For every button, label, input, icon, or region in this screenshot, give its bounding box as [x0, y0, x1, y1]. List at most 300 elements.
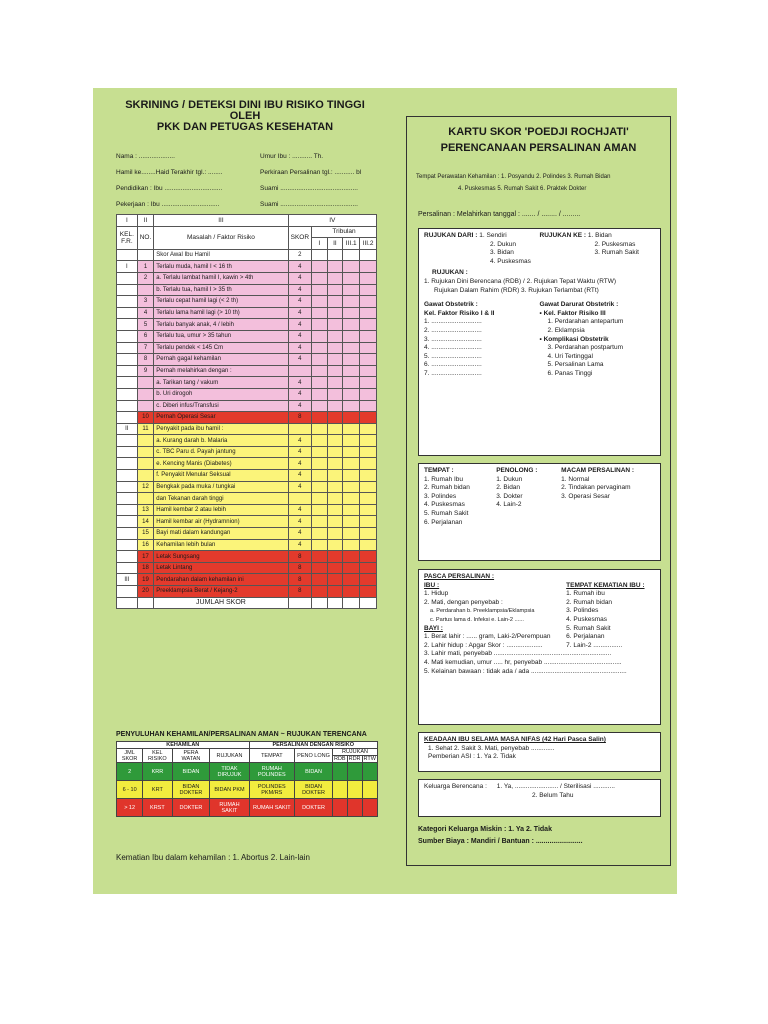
tribulan-cell[interactable] — [312, 446, 327, 458]
no-cell: 9 — [137, 365, 154, 377]
h-rtw: RTW — [363, 756, 376, 762]
kel-cell — [117, 458, 138, 470]
tribulan-cell[interactable] — [327, 296, 343, 308]
tribulan-cell[interactable] — [312, 400, 327, 412]
tribulan-cell[interactable] — [360, 493, 377, 505]
skor-cell: 8 — [288, 412, 311, 424]
ibu-item[interactable]: c. Partus lama d. Infeksi e. Lain-2 ...... — [430, 616, 524, 623]
p-check[interactable] — [362, 763, 377, 781]
macam-item[interactable]: 3. Operasi Sesar — [561, 492, 610, 500]
risk-row — [117, 551, 377, 563]
tribulan-cell[interactable] — [343, 284, 360, 296]
persalinan-header: PERSALINAN DENGAN RISIKO — [249, 742, 377, 749]
tribulan-cell[interactable] — [312, 562, 327, 574]
ke-item[interactable]: 1. Bidan — [587, 232, 612, 239]
tribulan-cell[interactable] — [312, 249, 327, 261]
title-line2: OLEH — [229, 110, 261, 122]
tribulan-cell[interactable] — [327, 516, 343, 528]
tribulan-cell[interactable] — [343, 504, 360, 516]
tribulan-cell[interactable] — [327, 365, 343, 377]
tribulan-cell[interactable] — [360, 307, 377, 319]
penolong-item[interactable]: 4. Lain-2 — [496, 501, 522, 509]
masalah-cell: a. Terlalu lambat hamil I, kawin > 4th — [154, 272, 288, 284]
tribulan-cell[interactable] — [327, 307, 343, 319]
tribulan-cell[interactable] — [312, 261, 327, 273]
tribulan-cell[interactable] — [360, 330, 377, 342]
tk-item[interactable]: 2. Rumah bidan — [566, 598, 613, 606]
masalah-cell: Letak Sungsang — [154, 551, 288, 563]
tribulan-cell[interactable] — [312, 365, 327, 377]
tribulan-cell[interactable] — [343, 261, 360, 273]
gd-item: 2. Eklampsia — [547, 326, 585, 334]
kel-cell — [117, 296, 138, 308]
gawat-obstetrik: Gawat Obstetrik : — [424, 301, 478, 309]
no-cell: 10 — [137, 412, 154, 424]
col-t4: III.2 — [360, 238, 377, 250]
p-cell: 6 - 10 — [117, 781, 143, 799]
bayi-item[interactable]: 1. Berat lahir : ...... gram, Laki-2/Perempuan — [424, 633, 551, 641]
masalah-cell: Kehamilan lebih bulan — [154, 539, 288, 551]
tribulan-cell[interactable] — [327, 400, 343, 412]
rujukan-line2: Rujukan Dalam Rahim (RDR) 3. Rujukan Terlambat (RTt) — [434, 286, 599, 294]
tempat-title: TEMPAT : — [424, 467, 454, 474]
skor-cell — [288, 597, 311, 609]
tribulan-cell[interactable] — [327, 423, 343, 435]
tribulan-cell[interactable] — [343, 423, 360, 435]
tribulan-cell[interactable] — [327, 388, 343, 400]
tribulan-cell[interactable] — [360, 354, 377, 366]
risk-row — [117, 493, 377, 505]
skor-cell: 4 — [288, 307, 311, 319]
tribulan-cell[interactable] — [360, 551, 377, 563]
kematian-ibu: Kematian Ibu dalam kehamilan : 1. Abortus 2. Lain-lain — [116, 853, 310, 862]
masalah-cell: Bayi mati dalam kandungan — [154, 528, 288, 540]
tribulan-cell[interactable] — [312, 574, 327, 586]
tribulan-cell[interactable] — [312, 423, 327, 435]
tribulan-cell[interactable] — [327, 470, 343, 482]
skor-cell: 4 — [288, 354, 311, 366]
tribulan-cell[interactable] — [327, 261, 343, 273]
skor-cell: 4 — [288, 504, 311, 516]
tribulan-cell[interactable] — [343, 388, 360, 400]
masalah-cell: Terlalu cepat hamil lagi (< 2 th) — [154, 296, 288, 308]
tribulan-cell[interactable] — [312, 458, 327, 470]
bayi-item[interactable]: 2. Lahir hidup : Apgar Skor : .................... — [424, 641, 543, 649]
tribulan-cell[interactable] — [312, 319, 327, 331]
tribulan-cell[interactable] — [360, 435, 377, 447]
dots-item[interactable]: 1. ............................ — [424, 318, 482, 326]
kategori-miskin: Kategori Keluarga Miskin : 1. Ya 2. Tidak — [418, 826, 552, 833]
gd2-item: 3. Perdarahan postpartum — [547, 344, 624, 352]
kb-option[interactable]: 1. Ya, ........................ / Sterilisasi ............ — [496, 783, 615, 790]
no-cell: 11 — [137, 423, 154, 435]
tribulan-cell[interactable] — [343, 365, 360, 377]
ibu-item[interactable]: 1. Hidup — [424, 590, 449, 598]
tribulan-cell[interactable] — [343, 481, 360, 493]
risk-row — [117, 435, 377, 447]
keadaan-line2[interactable]: Pemberian ASI : 1. Ya 2. Tidak — [428, 753, 516, 761]
p-check[interactable] — [332, 763, 347, 781]
tribulan-cell[interactable] — [312, 342, 327, 354]
dots-item[interactable]: 6. ............................ — [424, 361, 482, 369]
tribulan-cell[interactable] — [360, 284, 377, 296]
tribulan-cell[interactable] — [360, 249, 377, 261]
tribulan-cell[interactable] — [343, 493, 360, 505]
ibu-item[interactable]: 2. Mati, dengan penyebab : — [424, 598, 503, 606]
no-cell — [137, 249, 154, 261]
p-check[interactable] — [362, 799, 377, 817]
ke-item[interactable]: 2. Puskesmas — [594, 240, 636, 248]
gd-item: 1. Perdarahan antepartum — [547, 318, 624, 326]
bayi-item[interactable]: 5. Kelainan bawaan : tidak ada / ada ..................................................... — [424, 667, 627, 675]
tribulan-cell[interactable] — [360, 528, 377, 540]
pendidikan-field[interactable]: Pendidikan : Ibu ................................ — [116, 185, 223, 192]
no-cell: 12 — [137, 481, 154, 493]
tribulan-cell[interactable] — [327, 377, 343, 389]
col-t3: III.1 — [343, 238, 360, 250]
bayi-item[interactable]: 4. Mati kemudian, umur ..... hr, penyebab ........................................... — [424, 658, 622, 666]
tribulan-cell[interactable] — [343, 400, 360, 412]
p-cell: BIDAN — [295, 763, 333, 781]
penolong-item[interactable]: 2. Bidan — [496, 484, 521, 492]
tk-item[interactable]: 6. Perjalanan — [566, 633, 605, 641]
suami-pendidikan-field[interactable]: Suami ........................................... — [260, 185, 358, 192]
tribulan-cell[interactable] — [327, 539, 343, 551]
pasca-box — [418, 569, 661, 725]
tk-item[interactable]: 3. Polindes — [566, 607, 599, 615]
tribulan-cell[interactable] — [312, 388, 327, 400]
tribulan-cell[interactable] — [360, 562, 377, 574]
tribulan-cell[interactable] — [327, 481, 343, 493]
no-cell — [137, 597, 154, 609]
h-tempat: TEMPAT — [249, 749, 295, 763]
p-check[interactable] — [347, 763, 362, 781]
tribulan-cell[interactable] — [327, 249, 343, 261]
macam-item[interactable]: 1. Normal — [561, 475, 590, 483]
risk-row — [117, 562, 377, 574]
tempat-item[interactable]: 4. Puskesmas — [424, 501, 465, 509]
tribulan-cell[interactable] — [360, 504, 377, 516]
sumber-biaya: Sumber Biaya : Mandiri / Bantuan : ........................ — [418, 838, 583, 845]
p-check[interactable] — [347, 781, 362, 799]
masalah-cell: b. Uri dirogoh — [154, 388, 288, 400]
kel-12-label: Kel. Faktor Risiko I & II — [424, 309, 495, 317]
tribulan-cell[interactable] — [360, 412, 377, 424]
p-check[interactable] — [347, 799, 362, 817]
risk-row — [117, 319, 377, 331]
tribulan-cell[interactable] — [343, 597, 360, 609]
tribulan-cell[interactable] — [327, 551, 343, 563]
risk-row — [117, 481, 377, 493]
masalah-cell: JUMLAH SKOR — [154, 597, 288, 609]
risk-row — [117, 272, 377, 284]
tribulan-cell[interactable] — [327, 330, 343, 342]
p-cell: POLINDES PKM/RS — [249, 781, 295, 799]
tribulan-cell[interactable] — [312, 470, 327, 482]
risk-row — [117, 296, 377, 308]
tribulan-cell[interactable] — [312, 284, 327, 296]
tribulan-cell[interactable] — [360, 574, 377, 586]
tribulan-cell[interactable] — [343, 516, 360, 528]
tribulan-cell[interactable] — [360, 400, 377, 412]
kel-cell — [117, 551, 138, 563]
tribulan-cell[interactable] — [360, 446, 377, 458]
nama-field[interactable]: Nama : .................... — [116, 153, 175, 160]
no-cell — [137, 470, 154, 482]
gawat-darurat: Gawat Darurat Obstetrik : — [539, 301, 619, 309]
dari-item[interactable]: 1. Sendiri — [479, 232, 507, 239]
dots-item[interactable]: 7. ............................ — [424, 369, 482, 377]
kb-option[interactable]: 2. Belum Tahu — [532, 791, 574, 799]
tribulan-cell[interactable] — [343, 272, 360, 284]
tk-item[interactable]: 4. Puskesmas — [566, 615, 607, 623]
no-cell: 20 — [137, 586, 154, 598]
skor-cell: 4 — [288, 458, 311, 470]
masalah-cell: Bengkak pada muka / tungkai — [154, 481, 288, 493]
no-cell: 3 — [137, 296, 154, 308]
tribulan-cell[interactable] — [312, 272, 327, 284]
tribulan-cell[interactable] — [343, 446, 360, 458]
tribulan-cell[interactable] — [343, 562, 360, 574]
col-iii: III — [154, 215, 288, 227]
pekerjaan-field[interactable]: Pekerjaan : Ibu ................................ — [116, 201, 220, 208]
tribulan-cell[interactable] — [343, 470, 360, 482]
masalah-cell: Terlalu banyak anak, 4 / lebih — [154, 319, 288, 331]
tribulan-cell[interactable] — [327, 319, 343, 331]
col-ii: II — [137, 215, 154, 227]
col-skor: SKOR — [288, 226, 311, 249]
ibu-title: IBU : — [424, 581, 440, 589]
tribulan-cell[interactable] — [360, 586, 377, 598]
tribulan-cell[interactable] — [312, 539, 327, 551]
no-cell: 13 — [137, 504, 154, 516]
kel-cell — [117, 539, 138, 551]
tribulan-cell[interactable] — [312, 504, 327, 516]
tribulan-cell[interactable] — [360, 516, 377, 528]
no-cell: 2 — [137, 272, 154, 284]
tribulan-cell[interactable] — [312, 597, 327, 609]
tribulan-cell[interactable] — [312, 354, 327, 366]
tribulan-cell[interactable] — [327, 458, 343, 470]
p-cell: KRT — [143, 781, 172, 799]
tribulan-cell[interactable] — [343, 307, 360, 319]
tribulan-cell[interactable] — [327, 586, 343, 598]
col-tribulan: Tribulan — [312, 226, 377, 238]
kehamilan-header: KEHAMILAN — [117, 742, 250, 749]
tribulan-cell[interactable] — [360, 470, 377, 482]
dots-item[interactable]: 4. ............................ — [424, 344, 482, 352]
tribulan-cell[interactable] — [360, 423, 377, 435]
dots-item[interactable]: 2. ............................ — [424, 326, 482, 334]
tribulan-cell[interactable] — [312, 412, 327, 424]
dari-item[interactable]: 3. Bidan — [490, 249, 514, 257]
tribulan-cell[interactable] — [343, 319, 360, 331]
tribulan-cell[interactable] — [327, 562, 343, 574]
kel-cell — [117, 412, 138, 424]
skor-cell: 4 — [288, 528, 311, 540]
tribulan-cell[interactable] — [327, 412, 343, 424]
tribulan-cell[interactable] — [360, 272, 377, 284]
h-rdb: RDB — [333, 756, 346, 762]
p-check[interactable] — [362, 781, 377, 799]
tribulan-cell[interactable] — [360, 458, 377, 470]
tribulan-cell[interactable] — [327, 574, 343, 586]
skor-cell: 4 — [288, 377, 311, 389]
tribulan-cell[interactable] — [312, 435, 327, 447]
p-cell: BIDAN — [172, 763, 210, 781]
masalah-cell: c. TBC Paru d. Payah jantung — [154, 446, 288, 458]
tribulan-cell[interactable] — [312, 296, 327, 308]
tk-item[interactable]: 5. Rumah Sakit — [566, 624, 611, 632]
h-perawatan: PERA WATAN — [172, 749, 210, 763]
masalah-cell: f. Penyakit Menular Seksual — [154, 470, 288, 482]
tribulan-cell[interactable] — [327, 435, 343, 447]
tempat-item[interactable]: 1. Rumah Ibu — [424, 475, 464, 483]
tempat-item[interactable]: 5. Rumah Sakit — [424, 509, 469, 517]
tribulan-cell[interactable] — [327, 597, 343, 609]
risk-row — [117, 388, 377, 400]
tribulan-cell[interactable] — [343, 551, 360, 563]
p-cell: BIDAN DOKTER — [295, 781, 333, 799]
dots-item[interactable]: 5. ............................ — [424, 352, 482, 360]
dari-item[interactable]: 2. Dukun — [490, 240, 517, 248]
penolong-item[interactable]: 3. Dokter — [496, 492, 523, 500]
kel-cell — [117, 400, 138, 412]
tribulan-cell[interactable] — [312, 493, 327, 505]
p-check[interactable] — [332, 799, 347, 817]
tribulan-cell[interactable] — [343, 354, 360, 366]
tribulan-cell[interactable] — [343, 296, 360, 308]
tribulan-cell[interactable] — [343, 377, 360, 389]
masalah-cell: Hamil kembar 2 atau lebih — [154, 504, 288, 516]
h-penolong: PENO LONG — [295, 749, 333, 763]
tk-item[interactable]: 7. Lain-2 ................ — [566, 641, 623, 649]
risk-row — [117, 354, 377, 366]
tribulan-cell[interactable] — [312, 528, 327, 540]
tribulan-cell[interactable] — [343, 412, 360, 424]
no-cell: 15 — [137, 528, 154, 540]
no-cell — [137, 388, 154, 400]
no-cell: 7 — [137, 342, 154, 354]
tribulan-cell[interactable] — [327, 493, 343, 505]
p-cell: KRR — [143, 763, 172, 781]
kel-cell: I — [117, 261, 138, 273]
risk-row — [117, 307, 377, 319]
suami-pekerjaan-field[interactable]: Suami ........................................... — [260, 201, 358, 208]
tribulan-cell[interactable] — [327, 272, 343, 284]
no-cell — [137, 435, 154, 447]
tribulan-cell[interactable] — [343, 539, 360, 551]
kel-cell — [117, 388, 138, 400]
tribulan-cell[interactable] — [360, 539, 377, 551]
tribulan-cell[interactable] — [360, 296, 377, 308]
tribulan-cell[interactable] — [360, 481, 377, 493]
tribulan-cell[interactable] — [343, 586, 360, 598]
tribulan-cell[interactable] — [327, 284, 343, 296]
hamil-field[interactable]: Hamil ke........Haid Terakhir tgl.: ........ — [116, 169, 223, 176]
tribulan-cell[interactable] — [360, 261, 377, 273]
tribulan-cell[interactable] — [312, 307, 327, 319]
masalah-cell: Hamil kembar air (Hydramnion) — [154, 516, 288, 528]
skor-cell: 2 — [288, 249, 311, 261]
tempat-item[interactable]: 2. Rumah bidan — [424, 484, 470, 492]
tribulan-cell[interactable] — [312, 377, 327, 389]
tribulan-cell[interactable] — [343, 574, 360, 586]
risk-row — [117, 539, 377, 551]
tribulan-cell[interactable] — [343, 249, 360, 261]
bayi-item[interactable]: 3. Lahir mati, penyebab ................................................................. — [424, 650, 612, 658]
p-cell: > 12 — [117, 799, 143, 817]
col-t2: II — [327, 238, 343, 250]
tribulan-cell[interactable] — [312, 586, 327, 598]
tribulan-cell[interactable] — [360, 377, 377, 389]
ke-item[interactable]: 3. Rumah Sakit — [594, 249, 639, 257]
kel-cell — [117, 446, 138, 458]
tribulan-cell[interactable] — [327, 342, 343, 354]
tribulan-cell[interactable] — [312, 516, 327, 528]
tribulan-cell[interactable] — [343, 528, 360, 540]
penolong-item[interactable]: 1. Dukun — [496, 475, 523, 483]
tribulan-cell[interactable] — [343, 435, 360, 447]
tribulan-cell[interactable] — [343, 330, 360, 342]
tribulan-cell[interactable] — [360, 342, 377, 354]
kel-cell: II — [117, 423, 138, 435]
tribulan-cell[interactable] — [312, 330, 327, 342]
keadaan-line1[interactable]: 1. Sehat 2. Sakit 3. Mati, penyebab ............. — [428, 744, 555, 752]
kel-cell — [117, 516, 138, 528]
risk-row — [117, 528, 377, 540]
dots-item[interactable]: 3. ............................ — [424, 335, 482, 343]
col-i: I — [117, 215, 138, 227]
penyuluhan-table — [116, 741, 378, 817]
tribulan-cell[interactable] — [343, 458, 360, 470]
tempat-item[interactable]: 6. Perjalanan — [424, 518, 463, 526]
tribulan-cell[interactable] — [360, 388, 377, 400]
skor-cell: 4 — [288, 446, 311, 458]
p-cell: DOKTER — [295, 799, 333, 817]
p-check[interactable] — [332, 781, 347, 799]
tribulan-cell[interactable] — [360, 597, 377, 609]
perkiraan-field[interactable]: Perkiraan Persalinan tgl.: ........... bl — [260, 169, 362, 176]
no-cell — [137, 493, 154, 505]
tempat-item[interactable]: 3. Polindes — [424, 492, 457, 500]
tk-item[interactable]: 1. Rumah ibu — [566, 590, 605, 598]
dari-item[interactable]: 4. Puskesmas — [490, 257, 531, 265]
tribulan-cell[interactable] — [327, 446, 343, 458]
risk-table — [116, 214, 377, 609]
tribulan-cell[interactable] — [312, 481, 327, 493]
skor-cell: 4 — [288, 284, 311, 296]
p-cell: DOKTER — [172, 799, 210, 817]
tribulan-cell[interactable] — [360, 319, 377, 331]
risk-row — [117, 412, 377, 424]
risk-row — [117, 423, 377, 435]
kel-cell — [117, 272, 138, 284]
ibu-item[interactable]: a. Perdarahan b. Preeklampsia/Eklampsia — [430, 608, 535, 615]
macam-item[interactable]: 2. Tindakan pervaginam — [561, 484, 631, 492]
skor-cell: 4 — [288, 296, 311, 308]
kel-cell — [117, 354, 138, 366]
risk-row — [117, 586, 377, 598]
h-kel-risiko: KEL RISIKO — [143, 749, 172, 763]
tribulan-cell[interactable] — [327, 528, 343, 540]
tribulan-cell[interactable] — [327, 504, 343, 516]
umur-field[interactable]: Umur Ibu : ........... Th. — [260, 153, 324, 160]
tribulan-cell[interactable] — [360, 365, 377, 377]
tribulan-cell[interactable] — [343, 342, 360, 354]
tribulan-cell[interactable] — [327, 354, 343, 366]
tribulan-cell[interactable] — [312, 551, 327, 563]
